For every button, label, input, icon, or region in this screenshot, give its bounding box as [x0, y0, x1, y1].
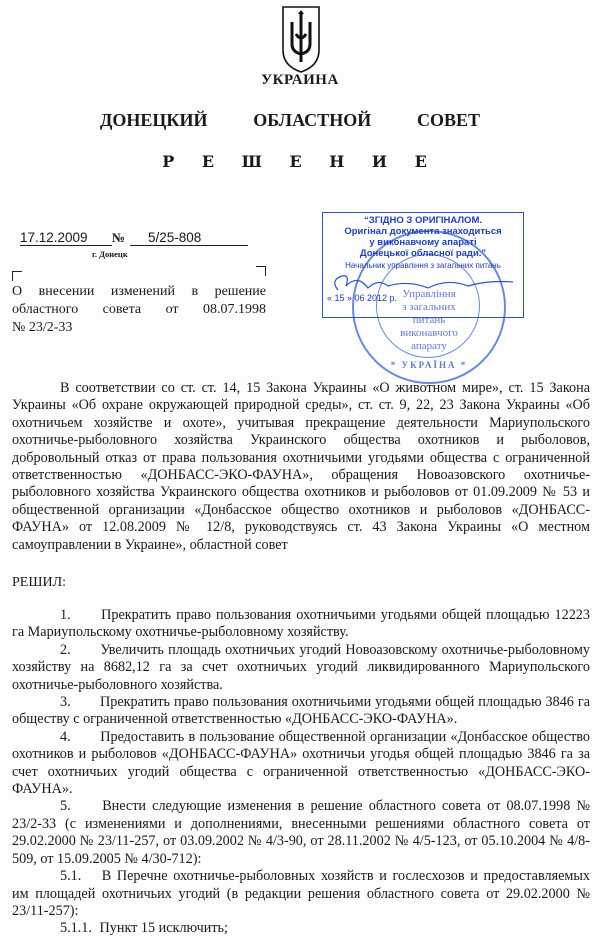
handwritten-signature — [328, 272, 518, 298]
number-sign: № — [112, 230, 126, 245]
item-text: В Перечне охотничье-рыболовных хозяйств и гослесхозов и предоставляемых им площадей охотничьих угодий (в редакции решения областного совета от 29.02.2000 № 23/11-257): — [12, 868, 590, 919]
decision-item — [12, 729, 590, 799]
certified-copy-stamp — [322, 212, 524, 318]
subject-bracket-right — [256, 266, 266, 276]
decision-items — [12, 607, 590, 938]
item-text: Увеличить площадь охотничьих угодий Новоазовскому охотничье-рыболовному хозяйству на 8682,12 га за счет охотничьих угодий ликвидированного Мариупольского охотничье-рыболовного хозяйства. — [12, 641, 590, 693]
item-number: 1. — [60, 607, 71, 623]
item-text: Пункт 15 исключить; — [99, 920, 228, 937]
decision-date: 17.12.2009 — [20, 230, 112, 246]
decision-item — [12, 798, 590, 868]
item-text: Внести следующие изменения в решение областного совета от 08.07.1998 № 23/2-33 (с изменениями и дополнениями, внесенными решениями областного совета от 29.02.2000 № 23/11-257, от 03.09.2002 № 4/3-90, от 28.11.2002 № 4/5-123, от 05.10.2004 № 4/8-509, от 15.09.2005 № 4/30-712): — [12, 798, 591, 867]
subject-line: областного совета от 08.07.1998 — [12, 302, 266, 317]
item-number: 5.1. — [60, 868, 82, 885]
decision-item — [12, 607, 590, 642]
item-number: 5.1.1. — [60, 920, 92, 937]
decision-item — [12, 920, 590, 937]
seal-line: Управління — [402, 288, 456, 300]
subject-line: О внесении изменений в решение — [12, 284, 266, 299]
seal-line: з загальних — [402, 301, 456, 313]
decision-number: 5/25-808 — [130, 230, 248, 246]
item-number: 5. — [60, 798, 71, 815]
stamp-line: Донецької обласної ради.” — [359, 248, 487, 259]
seal-ring-text: * УКРАЇНА * — [390, 360, 468, 370]
item-text: Прекратить право пользования охотничьими угодьями общей площадью 3846 га обществу с ограниченной ответственностью «ДОНБАСС-ЭКО-ФАУНА». — [12, 694, 590, 728]
item-text: Предоставить в пользование общественной организации «Донбасское общество охотников и рыболовов «ДОНБАСС-ФАУНА» охотничьи угодья общей площадью 3846 га за счет охотничьих угодий общества с ограниченной ответственностью «ДОНБАСС-ЭКО-ФАУНА». — [12, 728, 591, 798]
seal-line: апарату — [411, 340, 447, 352]
subject-line: № 23/2-33 — [12, 320, 73, 335]
stamp-line: Оригінал документа знаходиться — [344, 226, 502, 237]
council-word: ДОНЕЦКИЙ — [100, 110, 208, 130]
item-number: 3. — [60, 694, 71, 711]
decision-item — [12, 868, 590, 920]
decision-item — [12, 642, 590, 694]
council-word: ОБЛАСТНОЙ — [253, 110, 372, 130]
resolved-label: РЕШИЛ: — [12, 575, 66, 590]
stamp-line: “ЗГІДНО З ОРИГІНАЛОМ. — [364, 215, 482, 226]
decision-subject — [12, 283, 266, 337]
subject-bracket-left — [12, 271, 22, 281]
council-word: СОВЕТ — [416, 110, 480, 130]
seal-line: виконавчого — [400, 327, 458, 339]
item-number: 2. — [60, 641, 71, 658]
stamp-heading — [323, 215, 523, 259]
country-heading: УКРАИНА — [261, 72, 339, 88]
stamp-position: Начальник управління з загальних питань — [345, 261, 501, 270]
seal-line: питань — [412, 314, 446, 326]
item-text: Прекратить право пользования охотничьими угодьями общей площадью 12223 га Мариупольскому охотничье-рыболовному хозяйству. — [12, 607, 590, 641]
item-number: 4. — [60, 728, 71, 745]
city-label: г. Донецк — [92, 249, 128, 259]
stamp-date: « 15 » 06 2012 р. — [327, 293, 398, 303]
decision-item — [12, 694, 590, 729]
trident-coat-of-arms-icon — [280, 4, 322, 74]
council-name — [100, 110, 480, 131]
document-type-title: Р Е Ш Е Н И Е — [162, 152, 438, 171]
preamble-text: В соответствии со ст. ст. 14, 15 Закона Украины «О животном мире», ст. 15 Закона Украины «Об охране окружающей природной среды», ст. ст. 9, 22, 23 Закона Украины «Об охотничьем хозяйстве и охоте», учитывая прекращение деятельности Мариупольского охотничье-рыболовного хозяйства Украинского общества охотников и рыболовов, добровольный отказ от права пользования охотничьими угодьями общества с ограниченной ответственностью «ДОНБАСС-ЭКО-ФАУНА», обращения Новоазовского охотничье-рыболовного хозяйства Украинского общества охотников и рыболовов от 01.09.2009 № 53 и общественной организации «Донбасское общество охотников и рыболовов «ДОНБАСС-ФАУНА» от 12.08.2009 № 12/8, руководствуясь ст. 43 Закона Украины «О местном самоуправлении в Украине», областной совет — [12, 380, 590, 553]
preamble-paragraph — [12, 380, 590, 554]
stamp-line: у виконавчому апараті — [369, 237, 477, 248]
